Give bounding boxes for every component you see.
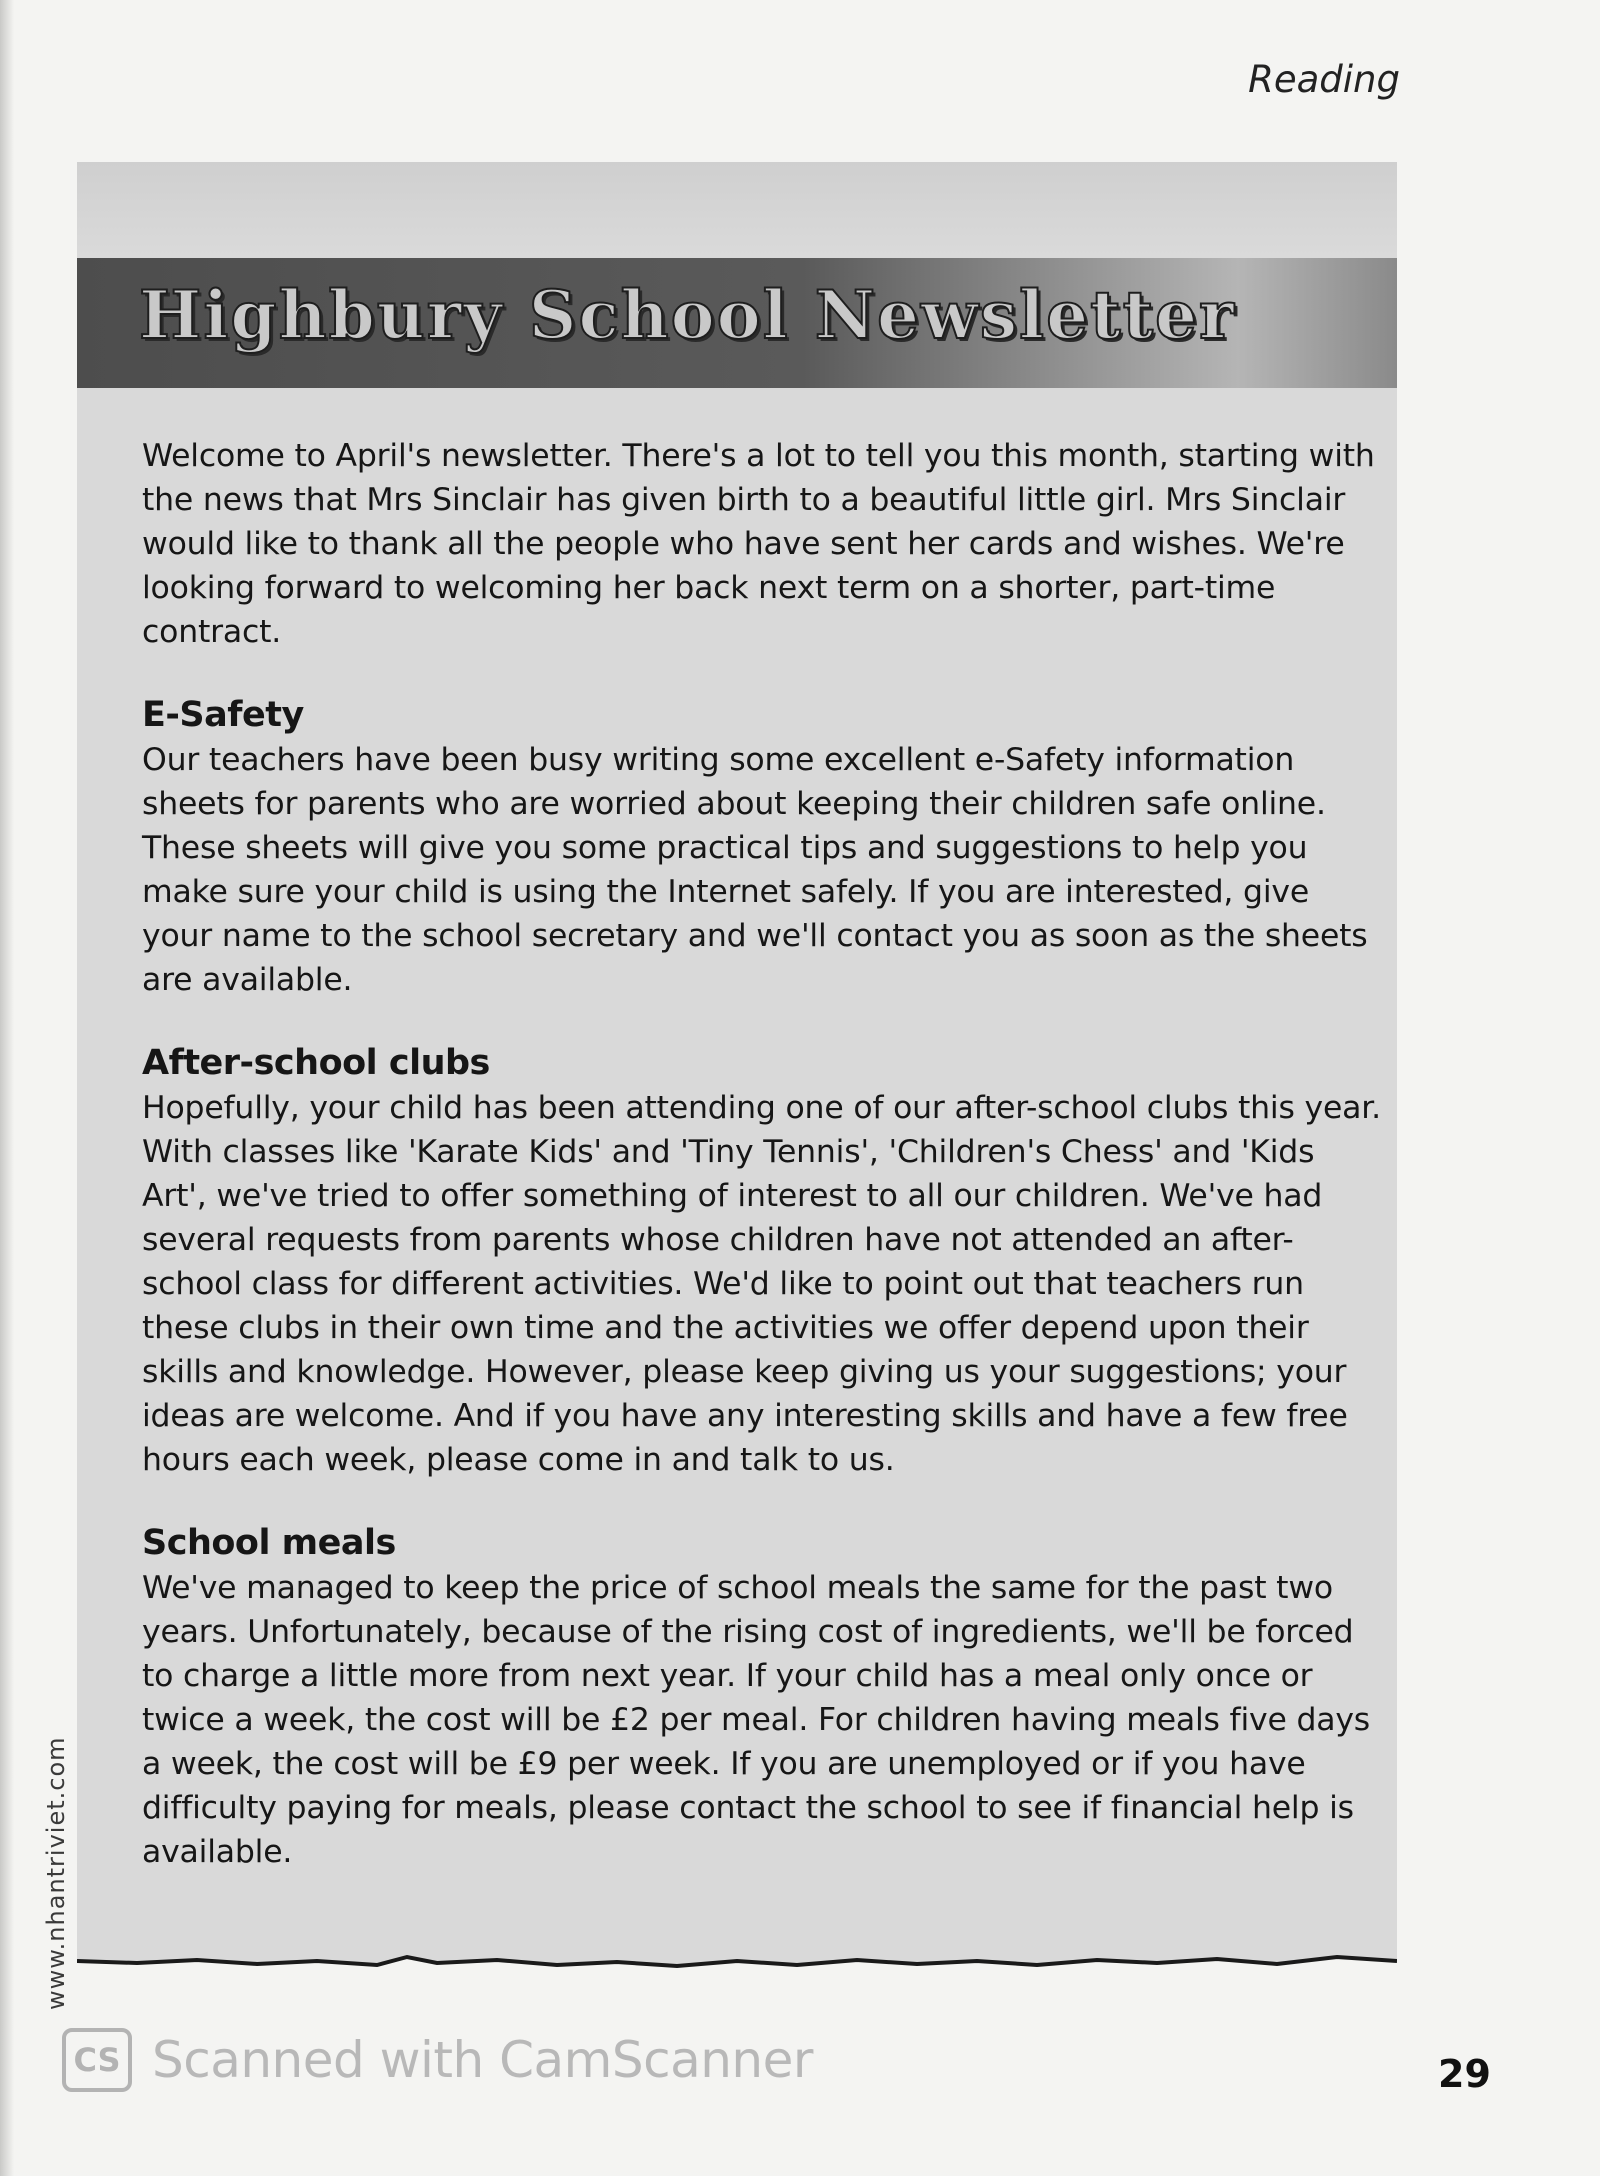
section-heading-e-safety: E-Safety — [142, 695, 304, 735]
newsletter-title: Highbury School Newsletter — [139, 276, 1236, 354]
camscanner-watermark — [62, 2020, 813, 2100]
camscanner-logo-icon: CS — [62, 2028, 132, 2092]
newsletter-panel — [77, 162, 1397, 1987]
page-edge-shadow — [0, 0, 14, 2176]
side-watermark: www.nhantriviet.com — [42, 1736, 70, 2010]
newsletter-article — [142, 434, 1382, 1874]
panel-top-strip — [77, 162, 1397, 258]
intro-paragraph: Welcome to April's newsletter. There's a lot to tell you this month, starting with the news that Mrs Sinclair has given birth to a beautiful little girl. Mrs Sinclair would like to thank all the people who have sent her cards and wishes. We're looking forward to welcoming her back next term on a shorter, part-time contract. — [142, 438, 1375, 650]
section-heading-after-school-clubs: After-school clubs — [142, 1043, 490, 1083]
camscanner-text: Scanned with CamScanner — [152, 2031, 813, 2089]
section-body-after-school-clubs: Hopefully, your child has been attending one of our after-school clubs this year. With classes like 'Karate Kids' and 'Tiny Tennis', 'Children's Chess' and 'Kids Art', we've tried to offer something of interest to all our children. We've had several requests from parents whose children have not attended an after-school class for different activities. We'd like to point out that teachers run these clubs in their own time and the activities we offer depend upon their skills and knowledge. However, please keep giving us your suggestions; your ideas are welcome. And if you have any interesting skills and have a few free hours each week, please come in and talk to us. — [142, 1090, 1381, 1478]
torn-paper-edge — [77, 1927, 1397, 1987]
section-heading-school-meals: School meals — [142, 1523, 396, 1563]
newsletter-banner — [77, 258, 1397, 388]
section-body-school-meals: We've managed to keep the price of school meals the same for the past two years. Unfortunately, because of the rising cost of ingredients, we'll be forced to charge a little more from next year. If your child has a meal only once or twice a week, the cost will be £2 per meal. For children having meals five days a week, the cost will be £9 per week. If you are unemployed or if you have difficulty paying for meals, please contact the school to see if financial help is available. — [142, 1570, 1370, 1870]
section-body-e-safety: Our teachers have been busy writing some excellent e-Safety information sheets for parents who are worried about keeping their children safe online. These sheets will give you some practical tips and suggestions to help you make sure your child is using the Internet safely. If you are interested, give your name to the school secretary and we'll contact you as soon as the sheets are available. — [142, 742, 1368, 998]
page-number: 29 — [1438, 2052, 1491, 2096]
section-label: Reading — [1248, 58, 1400, 101]
